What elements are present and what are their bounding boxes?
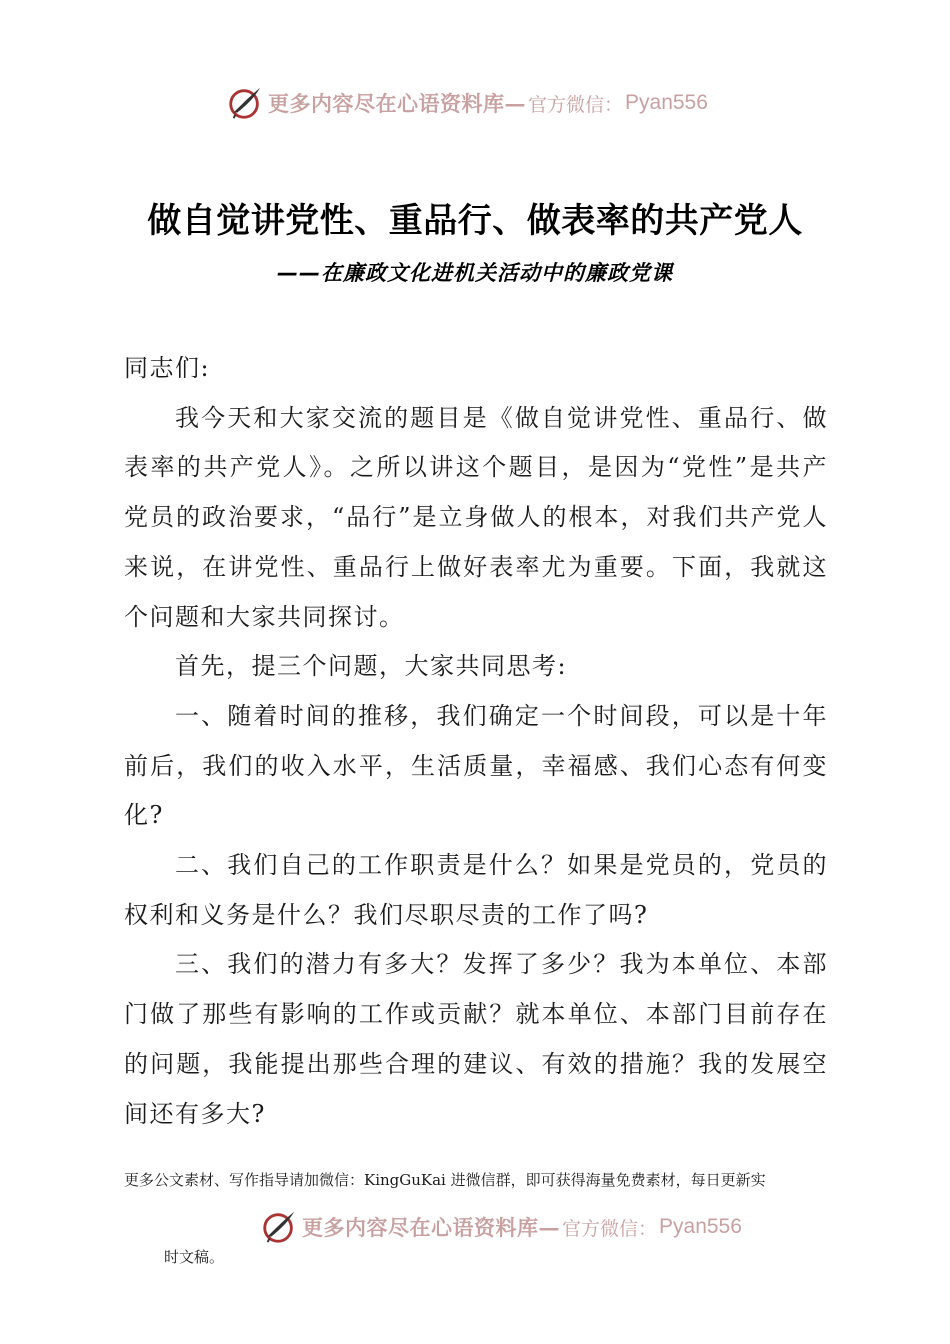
paragraph-question-3: 三、我们的潜力有多大？发挥了多少？我为本单位、本部门做了那些有影响的工作或贡献？就本单位、本部门目前存在的问题，我能提出那些合理的建议、有效的措施？我的发展空间还有多大?: [124, 950, 828, 1128]
watermark-wechat-id: Pyan556: [659, 1215, 742, 1238]
watermark-wechat-label: 官方微信：: [528, 93, 624, 116]
watermark-footer: [260, 1208, 742, 1246]
document-subtitle: ——在廉政文化进机关活动中的廉政党课: [277, 261, 673, 285]
document-body: [124, 344, 828, 1139]
paragraph-questions-lead: 首先，提三个问题，大家共同思考:: [175, 652, 568, 681]
quill-logo-icon: [260, 1208, 298, 1246]
paragraph-question-2: 二、我们自己的工作职责是什么？如果是党员的，党员的权利和义务是什么？我们尽职尽责的工作了吗?: [124, 851, 828, 929]
paragraph-question-1: 一、随着时间的推移，我们确定一个时间段，可以是十年前后，我们的收入水平，生活质量，幸福感、我们心态有何变化?: [124, 701, 828, 830]
footer-note-continued: 时文稿。: [164, 1248, 225, 1266]
watermark-site-name: 更多内容尽在心语资料库: [268, 91, 505, 116]
document-title: 做自觉讲党性、重品行、做表率的共产党人: [147, 201, 803, 241]
watermark-wechat-label: 官方微信：: [562, 1217, 658, 1240]
watermark-dash: —: [504, 90, 526, 116]
watermark-header: [226, 84, 708, 122]
watermark-site-name: 更多内容尽在心语资料库: [302, 1215, 539, 1240]
greeting: 同志们:: [124, 354, 211, 382]
watermark-wechat-id: Pyan556: [625, 91, 708, 114]
quill-logo-icon: [226, 84, 264, 122]
paragraph-intro: 我今天和大家交流的题目是《做自觉讲党性、重品行、做表率的共产党人》。之所以讲这个题目，是因为“党性”是共产党员的政治要求，“品行”是立身做人的根本，对我们共产党人来说，在讲党性、重品行上做好表率尤为重要。下面，我就这个问题和大家共同探讨。: [124, 403, 828, 631]
footer-note: 更多公文素材、写作指导请加微信：KingGuKai 进微信群，即可获得海量免费素材，每日更新实: [124, 1171, 766, 1189]
watermark-dash: —: [538, 1214, 560, 1240]
